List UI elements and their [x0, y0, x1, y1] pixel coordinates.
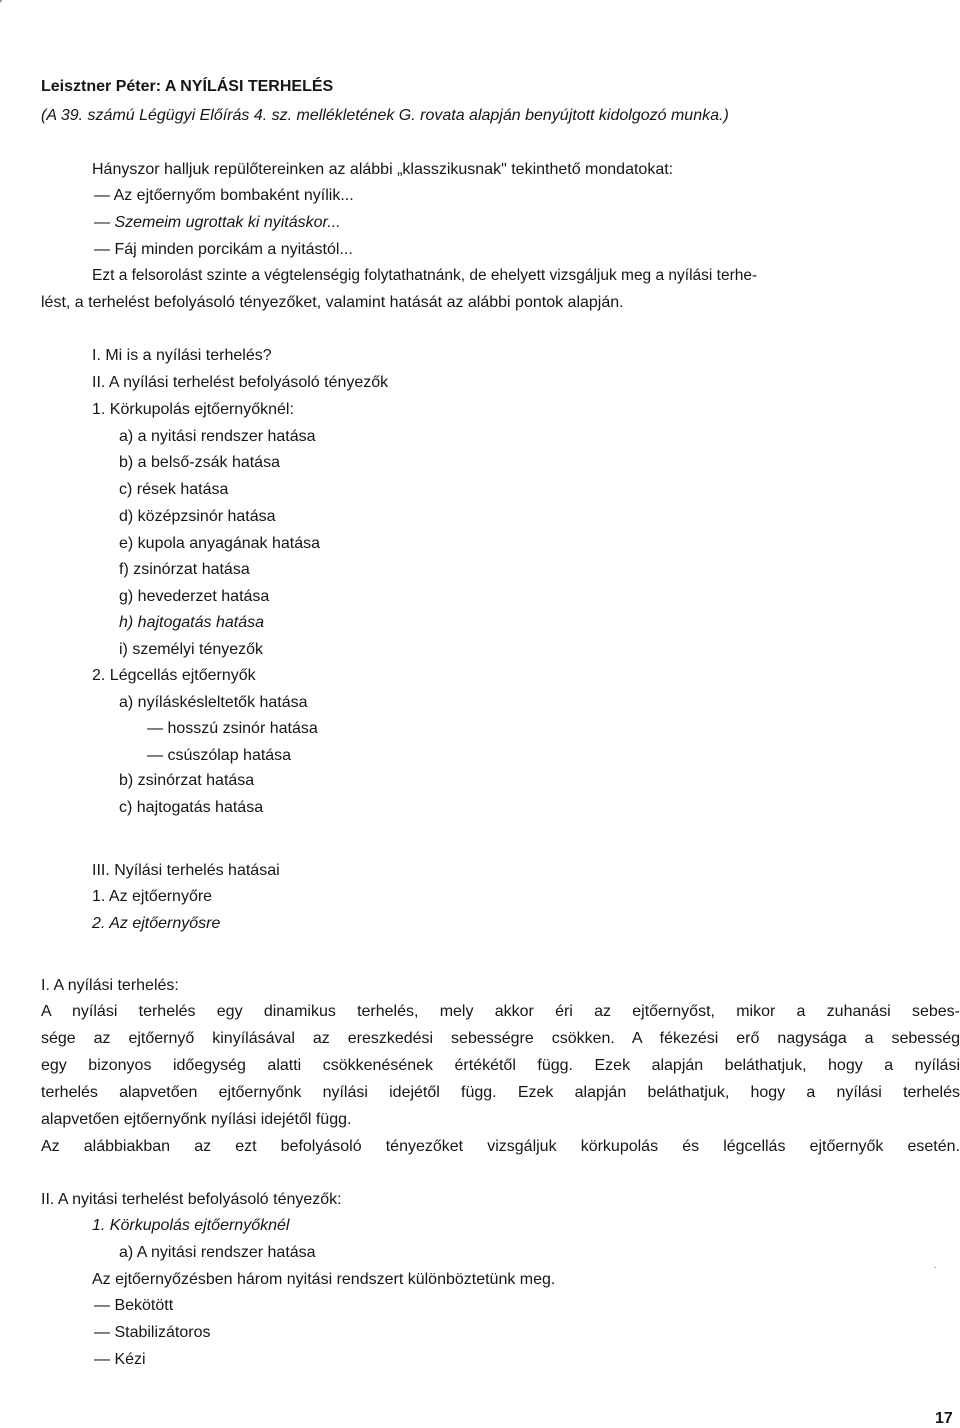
outline-item: — csúszólap hatása: [147, 747, 292, 764]
section-1-line: egy bizonyos időegység alatti csökkenésének értékétől függ. Ezek alapján beláthatjuk, hogy a nyílási: [41, 1057, 960, 1074]
outline-item: I. Mi is a nyílási terhelés?: [92, 347, 272, 364]
outline-item: a) nyíláskésleltetők hatása: [119, 694, 308, 711]
outline-item: d) középzsinór hatása: [119, 508, 276, 525]
section-2-heading: II. A nyitási terhelést befolyásoló tényezők:: [41, 1191, 342, 1208]
document-subtitle: (A 39. számú Légügyi Előírás 4. sz. mellékletének G. rovata alapján benyújtott kidolgozó munka.): [41, 107, 729, 124]
section-2-text: Az ejtőernyőzésben három nyitási rendszert különböztetünk meg.: [92, 1271, 556, 1288]
system-list-item: — Kézi: [94, 1351, 146, 1368]
outline-item: b) zsinórzat hatása: [119, 772, 255, 789]
section-1-last-line: alapvetően ejtőernyőnk nyílási idejétől függ.: [41, 1111, 352, 1128]
section-2-subheading: 1. Körkupolás ejtőernyőknél: [92, 1217, 290, 1234]
corner-tick-mark: ': [0, 0, 2, 10]
outline-item: b) a belső-zsák hatása: [119, 454, 280, 471]
intro-lead: Hányszor halljuk repülőtereinken az alábbi „klasszikusnak" tekinthető mondatokat:: [92, 161, 674, 178]
outline-item: a) a nyitási rendszer hatása: [119, 428, 316, 445]
section-1-heading: I. A nyílási terhelés:: [41, 977, 179, 994]
intro-quote-3: — Fáj minden porcikám a nyitástól...: [94, 241, 353, 258]
outline-item: f) zsinórzat hatása: [119, 561, 250, 578]
outline-item: — hosszú zsinór hatása: [147, 720, 318, 737]
system-list-item: — Bekötött: [94, 1297, 174, 1314]
intro-quote-1: — Az ejtőernyőm bombaként nyílik...: [94, 187, 354, 204]
section-1-line: sége az ejtőernyő kinyílásával az ereszkedési sebességre csökken. A fékezési erő nagysága a sebesség: [41, 1030, 960, 1047]
outline-item: c) hajtogatás hatása: [119, 799, 264, 816]
stray-dot-mark: .: [934, 1261, 937, 1270]
system-list-item: — Stabilizátoros: [94, 1324, 211, 1341]
intro-paragraph-line-1: Ezt a felsorolást szinte a végtelenségig folytathatnánk, de ehelyett vizsgáljuk meg a nyílási terhe-: [92, 267, 758, 284]
outline-item: 2. Az ejtőernyősre: [92, 915, 221, 932]
outline-item: h) hajtogatás hatása: [119, 614, 264, 631]
section-1-closing: Az alábbiakban az ezt befolyásoló tényezőket vizsgáljuk körkupolás és légcellás ejtőernyők esetén.: [41, 1138, 960, 1155]
outline-item: i) személyi tényezők: [119, 641, 264, 658]
outline-item: 2. Légcellás ejtőernyők: [92, 667, 256, 684]
outline-item: c) rések hatása: [119, 481, 229, 498]
page-number: 17: [935, 1410, 953, 1427]
document-title: Leisztner Péter: A NYÍLÁSI TERHELÉS: [41, 78, 334, 95]
outline-item: 1. Körkupolás ejtőernyőknél:: [92, 401, 294, 418]
outline-item: II. A nyílási terhelést befolyásoló tényezők: [92, 374, 389, 391]
outline-item: g) hevederzet hatása: [119, 588, 270, 605]
section-1-line: terhelés alapvetően ejtőernyőnk nyílási idejétől függ. Ezek alapján beláthatjuk, hogy a nyílási terhelés: [41, 1084, 960, 1101]
outline-item: e) kupola anyagának hatása: [119, 535, 321, 552]
intro-paragraph-line-2: lést, a terhelést befolyásoló tényezőket, valamint hatását az alábbi pontok alapján.: [41, 294, 624, 311]
section-2-subitem: a) A nyitási rendszer hatása: [119, 1244, 316, 1261]
outline-item: III. Nyílási terhelés hatásai: [92, 862, 280, 879]
intro-quote-2: — Szemeim ugrottak ki nyitáskor...: [94, 214, 341, 231]
section-1-line: A nyílási terhelés egy dinamikus terhelés, mely akkor éri az ejtőernyőst, mikor a zuhanási sebes-: [41, 1003, 960, 1020]
outline-item: 1. Az ejtőernyőre: [92, 888, 213, 905]
